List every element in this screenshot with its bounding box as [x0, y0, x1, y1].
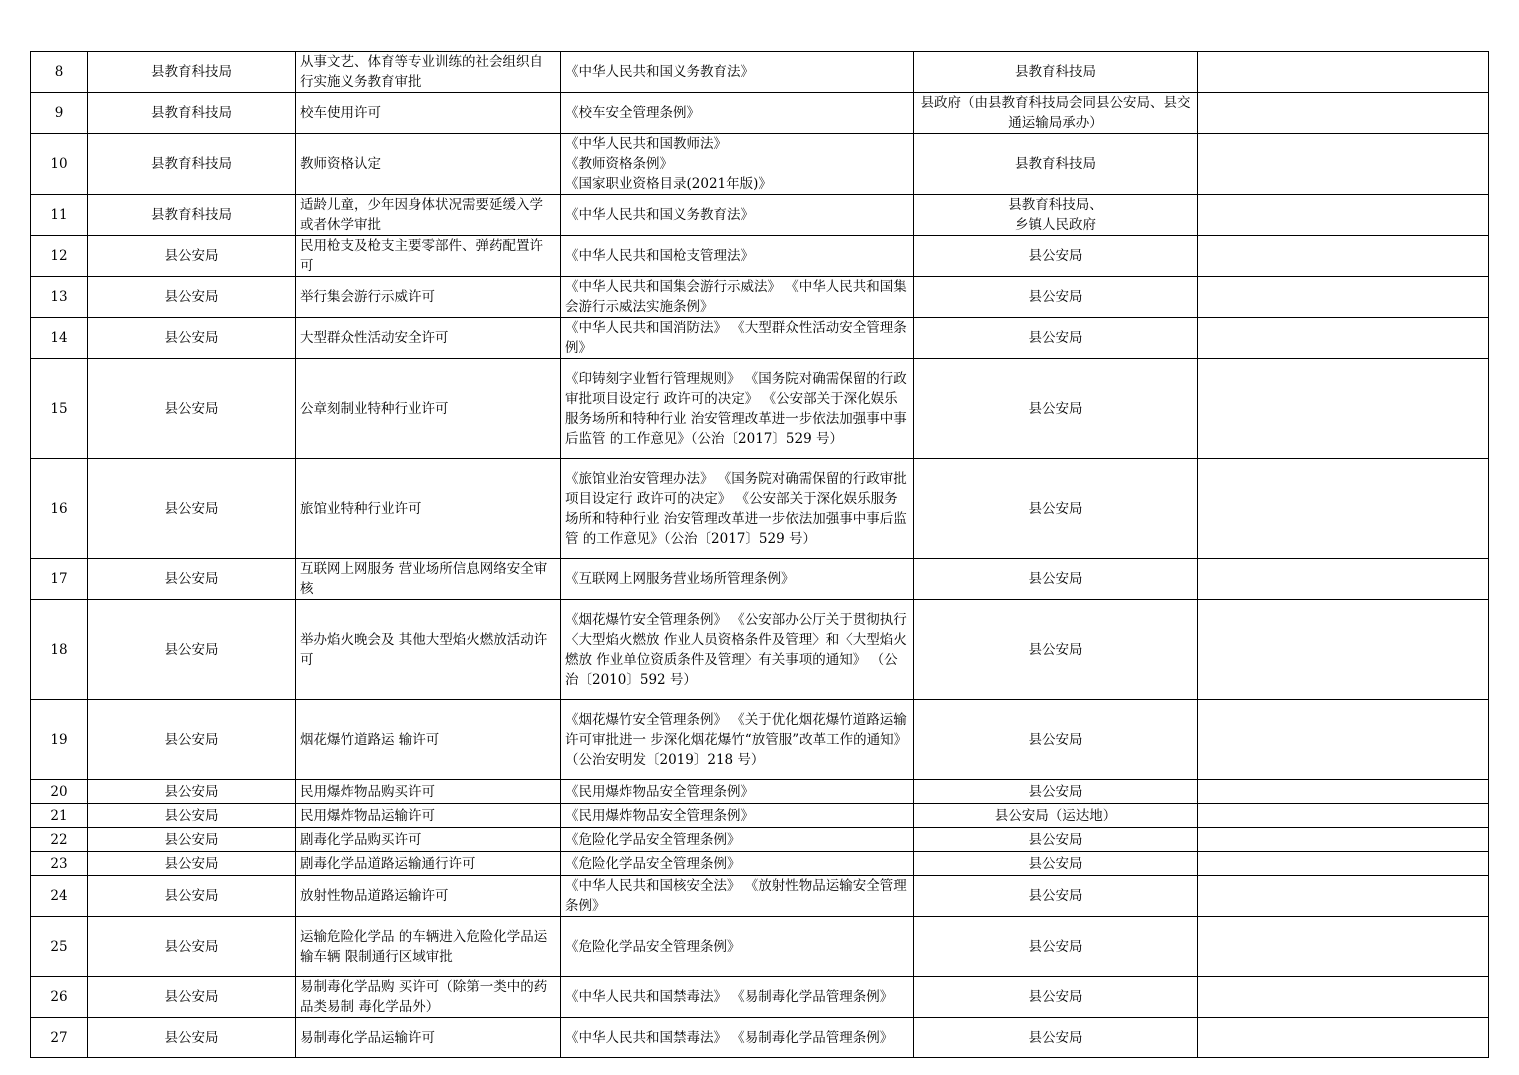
table-row [31, 318, 1489, 359]
approving-authority-cell: 县公安局（运达地） [914, 804, 1198, 828]
table-row [31, 277, 1489, 318]
table-row [31, 134, 1489, 195]
table-row [31, 236, 1489, 277]
approving-authority-cell: 县教育科技局、 乡镇人民政府 [914, 195, 1198, 236]
permit-item-cell: 举办焰火晚会及 其他大型焰火燃放活动许可 [296, 600, 561, 700]
table-row [31, 977, 1489, 1018]
remark-cell [1198, 977, 1489, 1018]
remark-cell [1198, 917, 1489, 977]
permit-item-cell: 民用爆炸物品购买许可 [296, 780, 561, 804]
approving-authority-cell: 县公安局 [914, 459, 1198, 559]
permit-item-cell: 放射性物品道路运输许可 [296, 876, 561, 917]
approving-authority-cell: 县政府（由县教育科技局会同县公安局、县交通运输局承办） [914, 93, 1198, 134]
department-cell: 县公安局 [88, 236, 296, 277]
approving-authority-cell: 县公安局 [914, 977, 1198, 1018]
row-number-cell: 12 [31, 236, 88, 277]
table-row [31, 1018, 1489, 1058]
row-number-cell: 22 [31, 828, 88, 852]
approving-authority-cell: 县公安局 [914, 277, 1198, 318]
row-number-cell: 23 [31, 852, 88, 876]
permit-item-cell: 易制毒化学品运输许可 [296, 1018, 561, 1058]
table-row [31, 93, 1489, 134]
row-number-cell: 15 [31, 359, 88, 459]
approving-authority-cell: 县公安局 [914, 1018, 1198, 1058]
table-row [31, 828, 1489, 852]
department-cell: 县公安局 [88, 1018, 296, 1058]
approving-authority-cell: 县公安局 [914, 917, 1198, 977]
row-number-cell: 11 [31, 195, 88, 236]
legal-basis-cell: 《中华人民共和国集会游行示威法》 《中华人民共和国集会游行示威法实施条例》 [561, 277, 914, 318]
permit-table [30, 51, 1489, 1058]
department-cell: 县公安局 [88, 852, 296, 876]
permit-item-cell: 互联网上网服务 营业场所信息网络安全审核 [296, 559, 561, 600]
legal-basis-cell: 《印铸刻字业暂行管理规则》 《国务院对确需保留的行政审批项目设定行 政许可的决定》 《公安部关于深化娱乐服务场所和特种行业 治安管理改革进一步依法加强事中事后监管 的工作意见》（公治〔2017〕529 号） [561, 359, 914, 459]
remark-cell [1198, 804, 1489, 828]
approving-authority-cell: 县公安局 [914, 559, 1198, 600]
row-number-cell: 18 [31, 600, 88, 700]
department-cell: 县公安局 [88, 277, 296, 318]
permit-item-cell: 民用爆炸物品运输许可 [296, 804, 561, 828]
row-number-cell: 27 [31, 1018, 88, 1058]
table-row [31, 459, 1489, 559]
remark-cell [1198, 277, 1489, 318]
permit-item-cell: 从事文艺、体育等专业训练的社会组织自行实施义务教育审批 [296, 52, 561, 93]
table-row [31, 876, 1489, 917]
remark-cell [1198, 236, 1489, 277]
row-number-cell: 9 [31, 93, 88, 134]
remark-cell [1198, 1018, 1489, 1058]
legal-basis-cell: 《危险化学品安全管理条例》 [561, 852, 914, 876]
permit-item-cell: 适龄儿童，少年因身体状况需要延缓入学或者休学审批 [296, 195, 561, 236]
approving-authority-cell: 县公安局 [914, 236, 1198, 277]
permit-item-cell: 校车使用许可 [296, 93, 561, 134]
table-row [31, 700, 1489, 780]
remark-cell [1198, 780, 1489, 804]
legal-basis-cell: 《中华人民共和国教师法》 《教师资格条例》 《国家职业资格目录(2021年版)》 [561, 134, 914, 195]
remark-cell [1198, 876, 1489, 917]
permit-item-cell: 剧毒化学品道路运输通行许可 [296, 852, 561, 876]
legal-basis-cell: 《烟花爆竹安全管理条例》 《公安部办公厅关于贯彻执行〈大型焰火燃放 作业人员资格条件及管理〉和〈大型焰火燃放 作业单位资质条件及管理〉有关事项的通知》 （公治〔2010〕592 号） [561, 600, 914, 700]
row-number-cell: 10 [31, 134, 88, 195]
approving-authority-cell: 县教育科技局 [914, 134, 1198, 195]
department-cell: 县公安局 [88, 828, 296, 852]
legal-basis-cell: 《校车安全管理条例》 [561, 93, 914, 134]
table-row [31, 195, 1489, 236]
table-row [31, 852, 1489, 876]
approving-authority-cell: 县公安局 [914, 359, 1198, 459]
remark-cell [1198, 93, 1489, 134]
permit-item-cell: 民用枪支及枪支主要零部件、弹药配置许可 [296, 236, 561, 277]
table-row [31, 359, 1489, 459]
legal-basis-cell: 《中华人民共和国义务教育法》 [561, 52, 914, 93]
row-number-cell: 14 [31, 318, 88, 359]
row-number-cell: 16 [31, 459, 88, 559]
remark-cell [1198, 318, 1489, 359]
permit-item-cell: 剧毒化学品购买许可 [296, 828, 561, 852]
permit-item-cell: 教师资格认定 [296, 134, 561, 195]
legal-basis-cell: 《中华人民共和国义务教育法》 [561, 195, 914, 236]
table-row [31, 559, 1489, 600]
legal-basis-cell: 《互联网上网服务营业场所管理条例》 [561, 559, 914, 600]
remark-cell [1198, 700, 1489, 780]
legal-basis-cell: 《中华人民共和国禁毒法》 《易制毒化学品管理条例》 [561, 1018, 914, 1058]
department-cell: 县公安局 [88, 559, 296, 600]
approving-authority-cell: 县公安局 [914, 600, 1198, 700]
table-row [31, 600, 1489, 700]
approving-authority-cell: 县公安局 [914, 318, 1198, 359]
row-number-cell: 8 [31, 52, 88, 93]
department-cell: 县公安局 [88, 600, 296, 700]
department-cell: 县教育科技局 [88, 195, 296, 236]
legal-basis-cell: 《民用爆炸物品安全管理条例》 [561, 780, 914, 804]
remark-cell [1198, 52, 1489, 93]
row-number-cell: 25 [31, 917, 88, 977]
permit-item-cell: 易制毒化学品购 买许可（除第一类中的药品类易制 毒化学品外） [296, 977, 561, 1018]
permit-item-cell: 旅馆业特种行业许可 [296, 459, 561, 559]
approving-authority-cell: 县公安局 [914, 876, 1198, 917]
department-cell: 县教育科技局 [88, 134, 296, 195]
approving-authority-cell: 县公安局 [914, 780, 1198, 804]
legal-basis-cell: 《危险化学品安全管理条例》 [561, 828, 914, 852]
remark-cell [1198, 600, 1489, 700]
department-cell: 县公安局 [88, 459, 296, 559]
remark-cell [1198, 828, 1489, 852]
permit-item-cell: 运输危险化学品 的车辆进入危险化学品运输车辆 限制通行区域审批 [296, 917, 561, 977]
remark-cell [1198, 195, 1489, 236]
permit-item-cell: 公章刻制业特种行业许可 [296, 359, 561, 459]
remark-cell [1198, 459, 1489, 559]
row-number-cell: 24 [31, 876, 88, 917]
table-row [31, 780, 1489, 804]
remark-cell [1198, 852, 1489, 876]
department-cell: 县公安局 [88, 917, 296, 977]
remark-cell [1198, 559, 1489, 600]
legal-basis-cell: 《中华人民共和国枪支管理法》 [561, 236, 914, 277]
table-row [31, 804, 1489, 828]
department-cell: 县公安局 [88, 804, 296, 828]
approving-authority-cell: 县公安局 [914, 828, 1198, 852]
permit-item-cell: 烟花爆竹道路运 输许可 [296, 700, 561, 780]
department-cell: 县公安局 [88, 318, 296, 359]
row-number-cell: 26 [31, 977, 88, 1018]
approving-authority-cell: 县教育科技局 [914, 52, 1198, 93]
remark-cell [1198, 134, 1489, 195]
remark-cell [1198, 359, 1489, 459]
permit-item-cell: 大型群众性活动安全许可 [296, 318, 561, 359]
approving-authority-cell: 县公安局 [914, 700, 1198, 780]
department-cell: 县教育科技局 [88, 52, 296, 93]
department-cell: 县教育科技局 [88, 93, 296, 134]
row-number-cell: 21 [31, 804, 88, 828]
permit-item-cell: 举行集会游行示威许可 [296, 277, 561, 318]
row-number-cell: 17 [31, 559, 88, 600]
table-row [31, 917, 1489, 977]
legal-basis-cell: 《危险化学品安全管理条例》 [561, 917, 914, 977]
legal-basis-cell: 《中华人民共和国消防法》 《大型群众性活动安全管理条例》 [561, 318, 914, 359]
department-cell: 县公安局 [88, 876, 296, 917]
row-number-cell: 19 [31, 700, 88, 780]
legal-basis-cell: 《民用爆炸物品安全管理条例》 [561, 804, 914, 828]
department-cell: 县公安局 [88, 780, 296, 804]
approving-authority-cell: 县公安局 [914, 852, 1198, 876]
permit-table-body [31, 52, 1489, 1058]
row-number-cell: 20 [31, 780, 88, 804]
legal-basis-cell: 《旅馆业治安管理办法》 《国务院对确需保留的行政审批项目设定行 政许可的决定》 《公安部关于深化娱乐服务场所和特种行业 治安管理改革进一步依法加强事中事后监管 的工作意见》（公治〔2017〕529 号） [561, 459, 914, 559]
table-row [31, 52, 1489, 93]
row-number-cell: 13 [31, 277, 88, 318]
department-cell: 县公安局 [88, 700, 296, 780]
legal-basis-cell: 《烟花爆竹安全管理条例》 《关于优化烟花爆竹道路运输许可审批进一 步深化烟花爆竹“放管服”改革工作的通知》 （公治安明发〔2019〕218 号） [561, 700, 914, 780]
legal-basis-cell: 《中华人民共和国禁毒法》 《易制毒化学品管理条例》 [561, 977, 914, 1018]
department-cell: 县公安局 [88, 359, 296, 459]
legal-basis-cell: 《中华人民共和国核安全法》 《放射性物品运输安全管理条例》 [561, 876, 914, 917]
department-cell: 县公安局 [88, 977, 296, 1018]
